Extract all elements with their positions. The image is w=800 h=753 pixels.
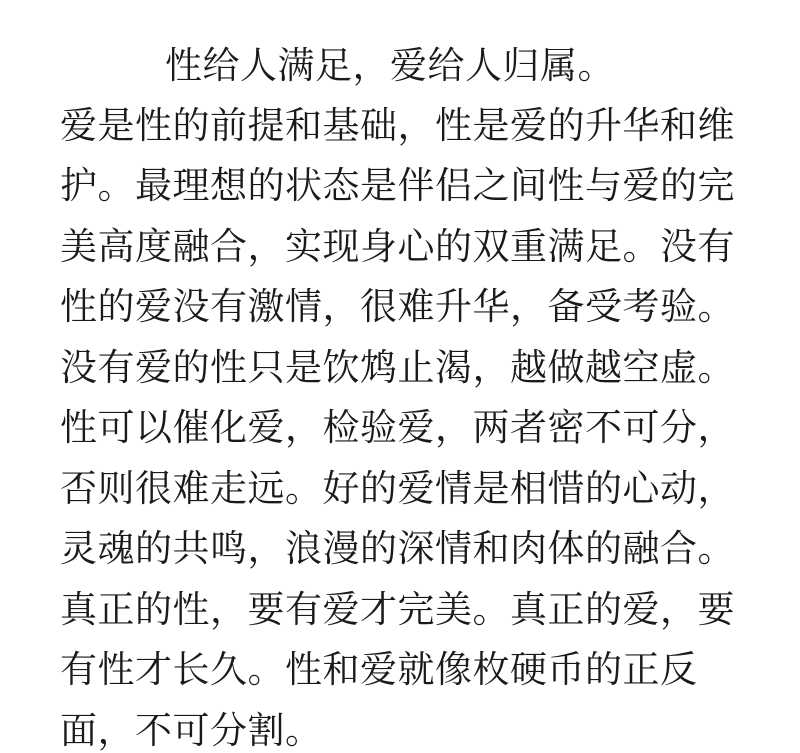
text-line: 性的爱没有激情，很难升华，备受考验。 — [60, 285, 735, 328]
text-line: 面，不可分割。 — [60, 709, 323, 752]
text-line: 爱是性的前提和基础，性是爱的升华和维 — [60, 104, 735, 147]
text-line: 灵魂的共鸣，浪漫的深情和肉体的融合。 — [60, 527, 735, 570]
text-line: 有性才长久。性和爱就像枚硬币的正反 — [60, 648, 698, 691]
document-title: 性给人满足，爱给人归属。 — [165, 44, 615, 87]
text-line: 否则很难走远。好的爱情是相惜的心动， — [60, 467, 735, 510]
text-line: 美高度融合，实现身心的双重满足。没有 — [60, 225, 735, 268]
text-line: 性可以催化爱，检验爱，两者密不可分， — [60, 406, 735, 449]
text-line: 真正的性，要有爱才完美。真正的爱，要 — [60, 588, 735, 631]
text-line: 没有爱的性只是饮鸩止渴，越做越空虚。 — [60, 346, 735, 389]
text-line: 护。最理想的状态是伴侣之间性与爱的完 — [60, 164, 735, 207]
